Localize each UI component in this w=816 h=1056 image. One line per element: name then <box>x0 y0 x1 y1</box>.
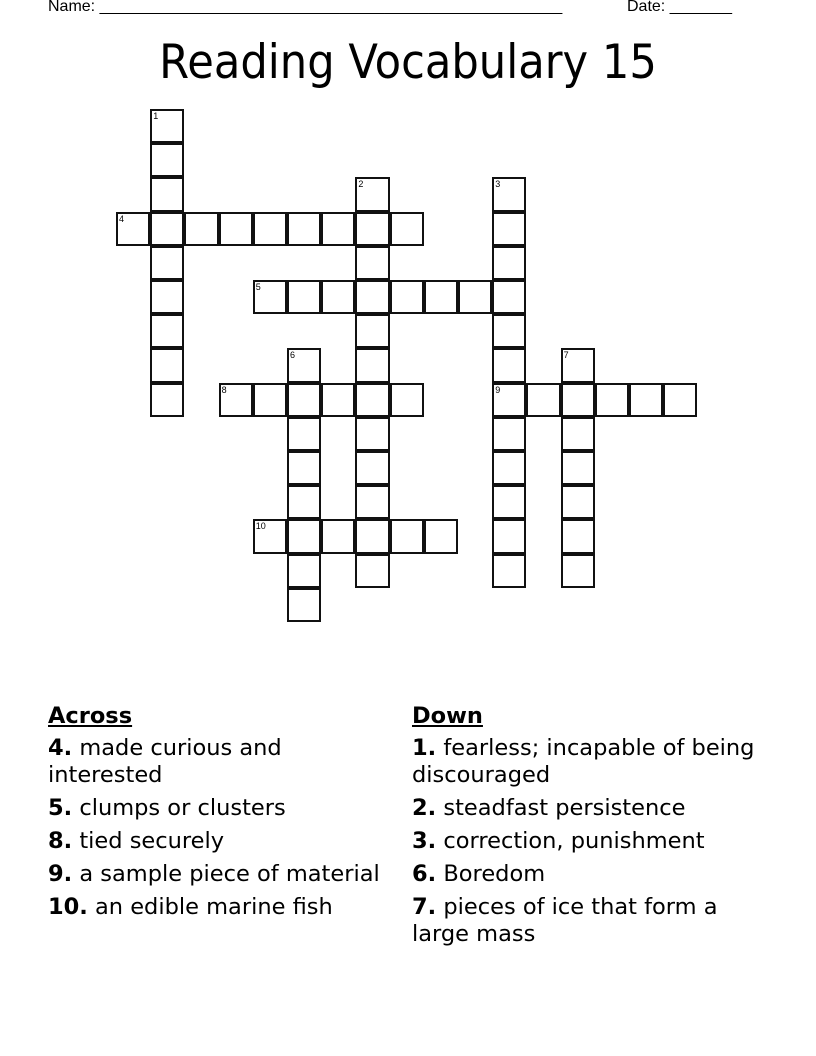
grid-cell[interactable] <box>424 280 458 314</box>
grid-cell[interactable] <box>561 451 595 485</box>
clue-number: 1. <box>412 735 437 761</box>
grid-cell[interactable] <box>355 280 389 314</box>
clue-across-9 <box>48 861 388 888</box>
clue-across-8 <box>48 828 388 855</box>
grid-cell[interactable] <box>321 212 355 246</box>
clue-text: made curious and interested <box>48 735 282 788</box>
grid-cell[interactable] <box>663 383 697 417</box>
clue-across-5 <box>48 795 388 822</box>
clue-number: 6. <box>412 861 437 887</box>
down-clues <box>412 703 757 954</box>
grid-cell[interactable] <box>184 212 218 246</box>
grid-cell[interactable] <box>355 212 389 246</box>
name-field-label: Name: ____________________________________________________ <box>48 0 563 15</box>
grid-cell[interactable] <box>321 519 355 553</box>
cell-number: 9 <box>495 384 501 395</box>
grid-cell[interactable] <box>492 348 526 382</box>
grid-cell[interactable] <box>424 519 458 553</box>
page-title: Reading Vocabulary 15 <box>159 35 657 90</box>
grid-cell[interactable] <box>287 417 321 451</box>
grid-cell[interactable] <box>287 485 321 519</box>
grid-cell[interactable] <box>253 212 287 246</box>
clue-text: Boredom <box>436 861 546 887</box>
grid-cell[interactable] <box>355 177 389 211</box>
down-heading: Down <box>412 703 483 729</box>
grid-cell[interactable] <box>287 588 321 622</box>
clue-text: fearless; incapable of being discouraged <box>412 735 755 788</box>
clue-number: 2. <box>412 795 437 821</box>
clue-text: correction, punishment <box>436 828 705 854</box>
grid-cell[interactable] <box>390 383 424 417</box>
clue-down-7 <box>412 894 757 948</box>
grid-cell[interactable] <box>321 383 355 417</box>
clue-text: pieces of ice that form a large mass <box>412 894 718 947</box>
grid-cell[interactable] <box>492 554 526 588</box>
grid-cell[interactable] <box>219 212 253 246</box>
cell-number: 6 <box>290 350 296 361</box>
grid-cell[interactable] <box>150 212 184 246</box>
grid-cell[interactable] <box>355 451 389 485</box>
cell-number: 8 <box>221 384 227 395</box>
clue-number: 8. <box>48 828 73 854</box>
grid-cell[interactable] <box>355 348 389 382</box>
grid-cell[interactable] <box>150 109 184 143</box>
clue-across-10 <box>48 894 388 921</box>
grid-cell[interactable] <box>390 519 424 553</box>
cell-number: 2 <box>358 179 364 190</box>
grid-cell[interactable] <box>561 348 595 382</box>
clue-text: a sample piece of material <box>72 861 380 887</box>
cell-number: 5 <box>255 282 261 292</box>
grid-cell[interactable] <box>355 383 389 417</box>
grid-cell[interactable] <box>150 280 184 314</box>
clue-number: 10. <box>48 894 88 920</box>
grid-cell[interactable] <box>492 212 526 246</box>
clue-text: clumps or clusters <box>72 795 286 821</box>
clue-number: 7. <box>412 894 437 920</box>
across-clues <box>48 703 388 927</box>
grid-cell[interactable] <box>287 554 321 588</box>
clue-number: 5. <box>48 795 73 821</box>
grid-cell[interactable] <box>321 280 355 314</box>
cell-number: 7 <box>563 350 569 361</box>
grid-cell[interactable] <box>355 314 389 348</box>
grid-cell[interactable] <box>287 519 321 553</box>
grid-cell[interactable] <box>561 485 595 519</box>
cell-number: 10 <box>255 521 266 532</box>
grid-cell[interactable] <box>629 383 663 417</box>
grid-cell[interactable] <box>390 280 424 314</box>
grid-cell[interactable] <box>355 554 389 588</box>
clue-across-4 <box>48 735 388 789</box>
grid-cell[interactable] <box>492 383 526 417</box>
grid-cell[interactable] <box>526 383 560 417</box>
cell-number: 3 <box>495 179 501 190</box>
grid-cell[interactable] <box>219 383 253 417</box>
clue-down-1 <box>412 735 757 789</box>
grid-cell[interactable] <box>595 383 629 417</box>
grid-cell[interactable] <box>287 280 321 314</box>
grid-cell[interactable] <box>492 280 526 314</box>
grid-cell[interactable] <box>390 212 424 246</box>
grid-cell[interactable] <box>287 451 321 485</box>
grid-cell[interactable] <box>287 212 321 246</box>
clue-text: tied securely <box>72 828 225 854</box>
grid-cell[interactable] <box>150 246 184 280</box>
clue-down-3 <box>412 828 757 855</box>
across-heading: Across <box>48 703 133 729</box>
date-field-label: Date: _______ <box>627 0 732 15</box>
grid-cell[interactable] <box>287 383 321 417</box>
grid-cell[interactable] <box>253 519 287 553</box>
clue-text: an edible marine fish <box>87 894 333 920</box>
grid-cell[interactable] <box>561 554 595 588</box>
grid-cell[interactable] <box>150 383 184 417</box>
grid-cell[interactable] <box>458 280 492 314</box>
grid-cell[interactable] <box>116 212 150 246</box>
cell-number: 1 <box>153 111 159 121</box>
grid-cell[interactable] <box>492 417 526 451</box>
grid-cell[interactable] <box>355 246 389 280</box>
grid-cell[interactable] <box>492 485 526 519</box>
grid-cell[interactable] <box>287 348 321 382</box>
grid-cell[interactable] <box>355 519 389 553</box>
grid-cell[interactable] <box>561 383 595 417</box>
clue-number: 4. <box>48 735 73 761</box>
cell-number: 4 <box>119 213 125 224</box>
clue-number: 3. <box>412 828 437 854</box>
clue-text: steadfast persistence <box>436 795 686 821</box>
grid-cell[interactable] <box>492 177 526 211</box>
grid-cell[interactable] <box>355 417 389 451</box>
grid-cell[interactable] <box>150 348 184 382</box>
clue-number: 9. <box>48 861 73 887</box>
clue-down-2 <box>412 795 757 822</box>
grid-cell[interactable] <box>561 417 595 451</box>
grid-cell[interactable] <box>253 383 287 417</box>
grid-cell[interactable] <box>492 314 526 348</box>
grid-cell[interactable] <box>150 314 184 348</box>
grid-cell[interactable] <box>150 143 184 177</box>
grid-cell[interactable] <box>492 451 526 485</box>
grid-cell[interactable] <box>150 177 184 211</box>
grid-cell[interactable] <box>355 485 389 519</box>
grid-cell[interactable] <box>492 246 526 280</box>
grid-cell[interactable] <box>253 280 287 314</box>
grid-cell[interactable] <box>492 519 526 553</box>
clue-down-6 <box>412 861 757 888</box>
grid-cell[interactable] <box>561 519 595 553</box>
